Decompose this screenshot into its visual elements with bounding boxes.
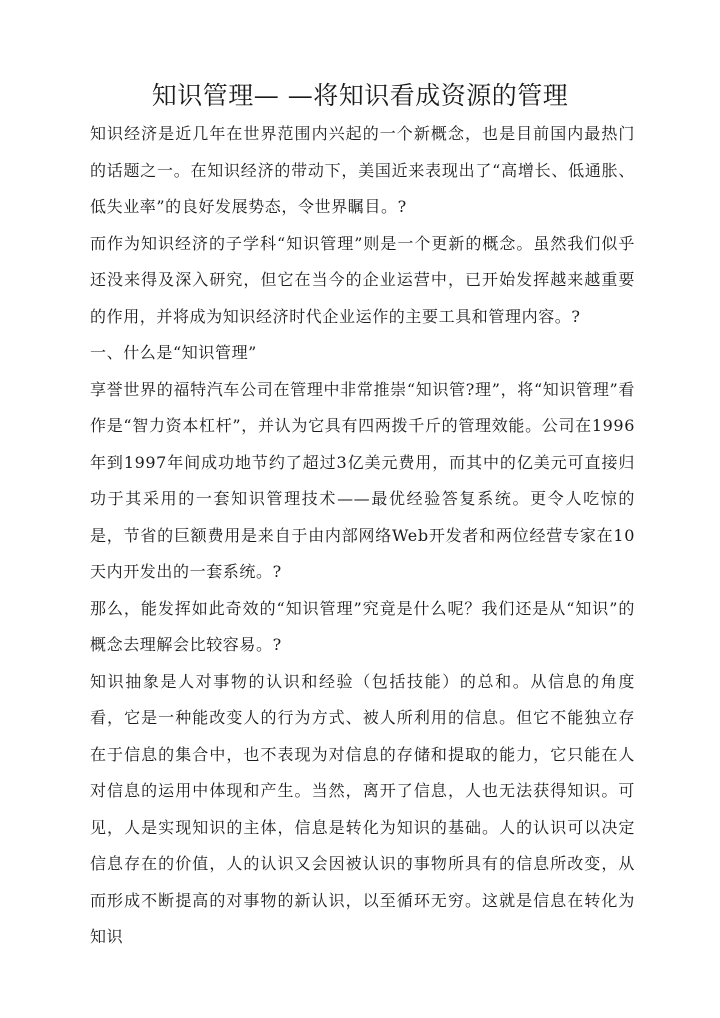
section-heading-what-is-km: 一、什么是“知识管理” — [90, 343, 257, 362]
document-title: 知识管理— —将知识看成资源的管理 — [151, 81, 569, 110]
paragraph-knowledge-definition: 知识抽象是人对事物的认识和经验（包括技能）的总和。从信息的角度看，它是一种能改变人的行为方式、被人所利用的信息。但它不能独立存在于信息的集合中，也不表现为对信息的存储和提取的能力，它只能在人对信息的运用中体现和产生。当然，离开了信息，人也无法获得知识。可见，人是实现知识的主体，信息是转化为知识的基础。人的认识可以决定信息存在的价值，人的认识又会因被认识的事物所具有的信息所改变，从而形成不断提高的对事物的新认识，以至循环无穷。这就是信息在转化为知识 — [90, 671, 635, 946]
paragraph-ford-example: 享誉世界的福特汽车公司在管理中非常推崇“知识管?理”，将“知识管理”看作是“智力资本杠杆”，并认为它具有四两拨千斤的管理效能。公司在1996年到1997年间成功地节约了超过3亿美元费用，而其中的亿美元可直接归功于其采用的一套知识管理技术——最优经验答复系统。更令人吃惊的是，节省的巨额费用是来自于由内部网络Web开发者和两位经营专家在10天内开发出的一套系统。? — [90, 379, 635, 581]
paragraph-subdiscipline: 而作为知识经济的子学科“知识管理”则是一个更新的概念。虽然我们似乎还没来得及深入研究，但它在当今的企业运营中，已开始发挥越来越重要的作用，并将成为知识经济时代企业运作的主要工具和管理内容。? — [90, 233, 635, 326]
paragraph-intro: 知识经济是近几年在世界范围内兴起的一个新概念，也是目前国内最热门的话题之一。在知识经济的带动下，美国近来表现出了“高增长、低通胀、低失业率”的良好发展势态，令世界瞩目。? — [90, 124, 635, 216]
paragraph-question: 那么，能发挥如此奇效的“知识管理”究竟是什么呢？我们还是从“知识”的概念去理解会比较容易。? — [90, 598, 635, 654]
document-body — [90, 116, 635, 956]
